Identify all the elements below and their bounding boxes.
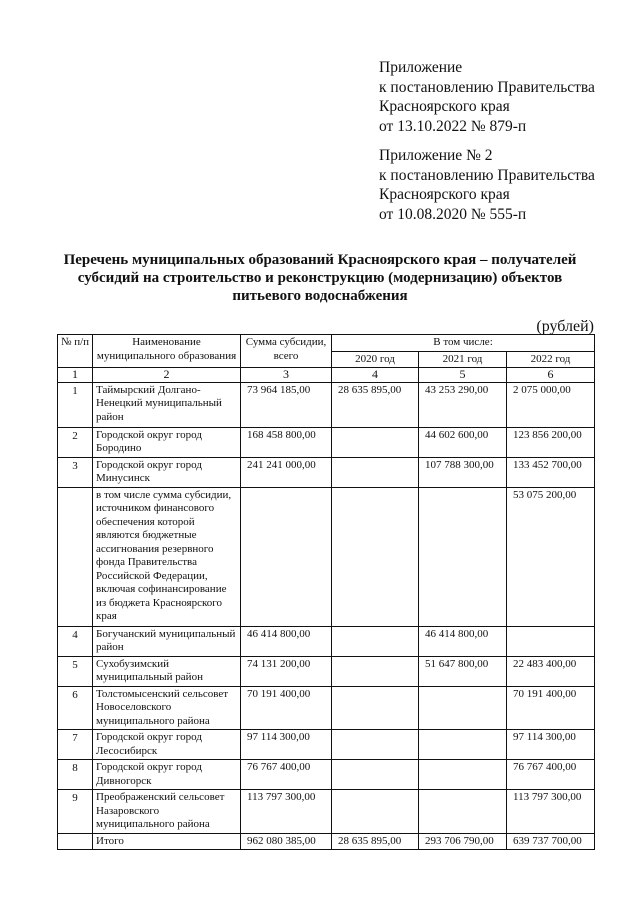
cell-name: Сухобузимский муниципальный район — [93, 656, 241, 686]
cell-total: 70 191 400,00 — [241, 686, 332, 730]
cell-y2020 — [332, 656, 419, 686]
table-row — [58, 790, 595, 834]
table-row — [58, 730, 595, 760]
cell-y2020 — [332, 626, 419, 656]
cell-y2022: 76 767 400,00 — [507, 760, 595, 790]
title-line: Перечень муниципальных образований Красноярского края – получателей — [63, 252, 577, 268]
cell-y2020 — [332, 730, 419, 760]
table-row — [58, 457, 595, 487]
title-line: субсидий на строительство и реконструкцию (модернизацию) объектов — [77, 270, 563, 286]
cell-num: 4 — [58, 626, 93, 656]
cell-y2022: 113 797 300,00 — [507, 790, 595, 834]
subsidy-table — [57, 334, 595, 850]
header-num: № п/п — [58, 335, 93, 368]
header-2021: 2021 год — [419, 351, 507, 368]
cell-y2020: 28 635 895,00 — [332, 382, 419, 427]
title-line: питьевого водоснабжения — [232, 288, 408, 304]
total-y2022: 639 737 700,00 — [507, 833, 595, 850]
cell-name: Богучанский муниципальный район — [93, 626, 241, 656]
cell-num — [58, 833, 93, 850]
cell-y2022: 70 191 400,00 — [507, 686, 595, 730]
index-cell: 2 — [93, 368, 241, 383]
table-row — [58, 427, 595, 457]
appendix-2-line: Приложение № 2 — [379, 147, 493, 164]
cell-total: 97 114 300,00 — [241, 730, 332, 760]
cell-num: 5 — [58, 656, 93, 686]
cell-y2021: 46 414 800,00 — [419, 626, 507, 656]
table-row — [58, 487, 595, 626]
table-row — [58, 760, 595, 790]
header-row — [58, 335, 595, 352]
cell-y2021 — [419, 686, 507, 730]
cell-y2020 — [332, 457, 419, 487]
cell-total: 241 241 000,00 — [241, 457, 332, 487]
index-cell: 1 — [58, 368, 93, 383]
cell-y2021: 51 647 800,00 — [419, 656, 507, 686]
cell-num: 3 — [58, 457, 93, 487]
cell-y2021: 44 602 600,00 — [419, 427, 507, 457]
index-cell: 3 — [241, 368, 332, 383]
cell-name: Городской округ город Минусинск — [93, 457, 241, 487]
header-name: Наименование муниципального образования — [93, 335, 241, 368]
cell-y2022: 123 856 200,00 — [507, 427, 595, 457]
cell-total: 74 131 200,00 — [241, 656, 332, 686]
cell-total: 113 797 300,00 — [241, 790, 332, 834]
cell-num: 8 — [58, 760, 93, 790]
appendix-1-line: Приложение — [379, 59, 463, 76]
total-y2021: 293 706 790,00 — [419, 833, 507, 850]
header-2020: 2020 год — [332, 351, 419, 368]
cell-total: 46 414 800,00 — [241, 626, 332, 656]
cell-total: 73 964 185,00 — [241, 382, 332, 427]
cell-y2021 — [419, 760, 507, 790]
total-label: Итого — [93, 833, 241, 850]
cell-y2020 — [332, 686, 419, 730]
cell-num: 7 — [58, 730, 93, 760]
header-2022: 2022 год — [507, 351, 595, 368]
cell-y2022: 22 483 400,00 — [507, 656, 595, 686]
appendix-1-date-line: от 13.10.2022 № 879-п — [379, 117, 527, 135]
index-cell: 4 — [332, 368, 419, 383]
cell-name: в том числе сумма субсидии, источником финансового обеспечения которой являются бюджетные ассигнования резервного фонда Правительства Российской Федерации, включая софинансирование из бюджета Красноярского края — [93, 487, 241, 626]
cell-y2021: 43 253 290,00 — [419, 382, 507, 427]
cell-name: Таймырский Долгано-Ненецкий муниципальный район — [93, 382, 241, 427]
appendix-2-date-line: от 10.08.2020 № 555-п — [379, 205, 527, 223]
cell-y2022 — [507, 626, 595, 656]
appendix-1-line: к постановлению Правительства — [379, 78, 595, 96]
column-index-row — [58, 368, 595, 383]
header-total: Сумма субсидии, всего — [241, 335, 332, 368]
header-including: В том числе: — [332, 335, 595, 352]
appendix-1-block — [379, 58, 595, 136]
cell-y2020 — [332, 427, 419, 457]
table-row — [58, 686, 595, 730]
cell-y2021 — [419, 487, 507, 626]
cell-num: 6 — [58, 686, 93, 730]
total-row — [58, 833, 595, 850]
cell-total — [241, 487, 332, 626]
total-total: 962 080 385,00 — [241, 833, 332, 850]
total-y2020: 28 635 895,00 — [332, 833, 419, 850]
cell-y2022: 53 075 200,00 — [507, 487, 595, 626]
cell-y2021 — [419, 790, 507, 834]
cell-y2020 — [332, 760, 419, 790]
cell-y2020 — [332, 487, 419, 626]
cell-num: 2 — [58, 427, 93, 457]
cell-num — [58, 487, 93, 626]
currency-unit-label: (рублей) — [536, 318, 594, 335]
cell-y2022: 2 075 000,00 — [507, 382, 595, 427]
cell-name: Толстомысенский сельсовет Новоселовского муниципального района — [93, 686, 241, 730]
appendix-1-line: Красноярского края — [379, 98, 510, 115]
appendix-2-line: к постановлению Правительства — [379, 166, 595, 184]
appendix-2-block — [379, 146, 595, 224]
table-row — [58, 626, 595, 656]
cell-y2021 — [419, 730, 507, 760]
document-title — [40, 251, 600, 305]
index-cell: 5 — [419, 368, 507, 383]
cell-total: 168 458 800,00 — [241, 427, 332, 457]
cell-y2021: 107 788 300,00 — [419, 457, 507, 487]
appendix-2-line: Красноярского края — [379, 186, 510, 203]
table-row — [58, 382, 595, 427]
cell-total: 76 767 400,00 — [241, 760, 332, 790]
index-cell: 6 — [507, 368, 595, 383]
cell-name: Преображенский сельсовет Назаровского муниципального района — [93, 790, 241, 834]
cell-y2022: 97 114 300,00 — [507, 730, 595, 760]
cell-name: Городской округ город Бородино — [93, 427, 241, 457]
cell-y2022: 133 452 700,00 — [507, 457, 595, 487]
cell-y2020 — [332, 790, 419, 834]
cell-num: 1 — [58, 382, 93, 427]
cell-num: 9 — [58, 790, 93, 834]
table-row — [58, 656, 595, 686]
cell-name: Городской округ город Лесосибирск — [93, 730, 241, 760]
cell-name: Городской округ город Дивногорск — [93, 760, 241, 790]
